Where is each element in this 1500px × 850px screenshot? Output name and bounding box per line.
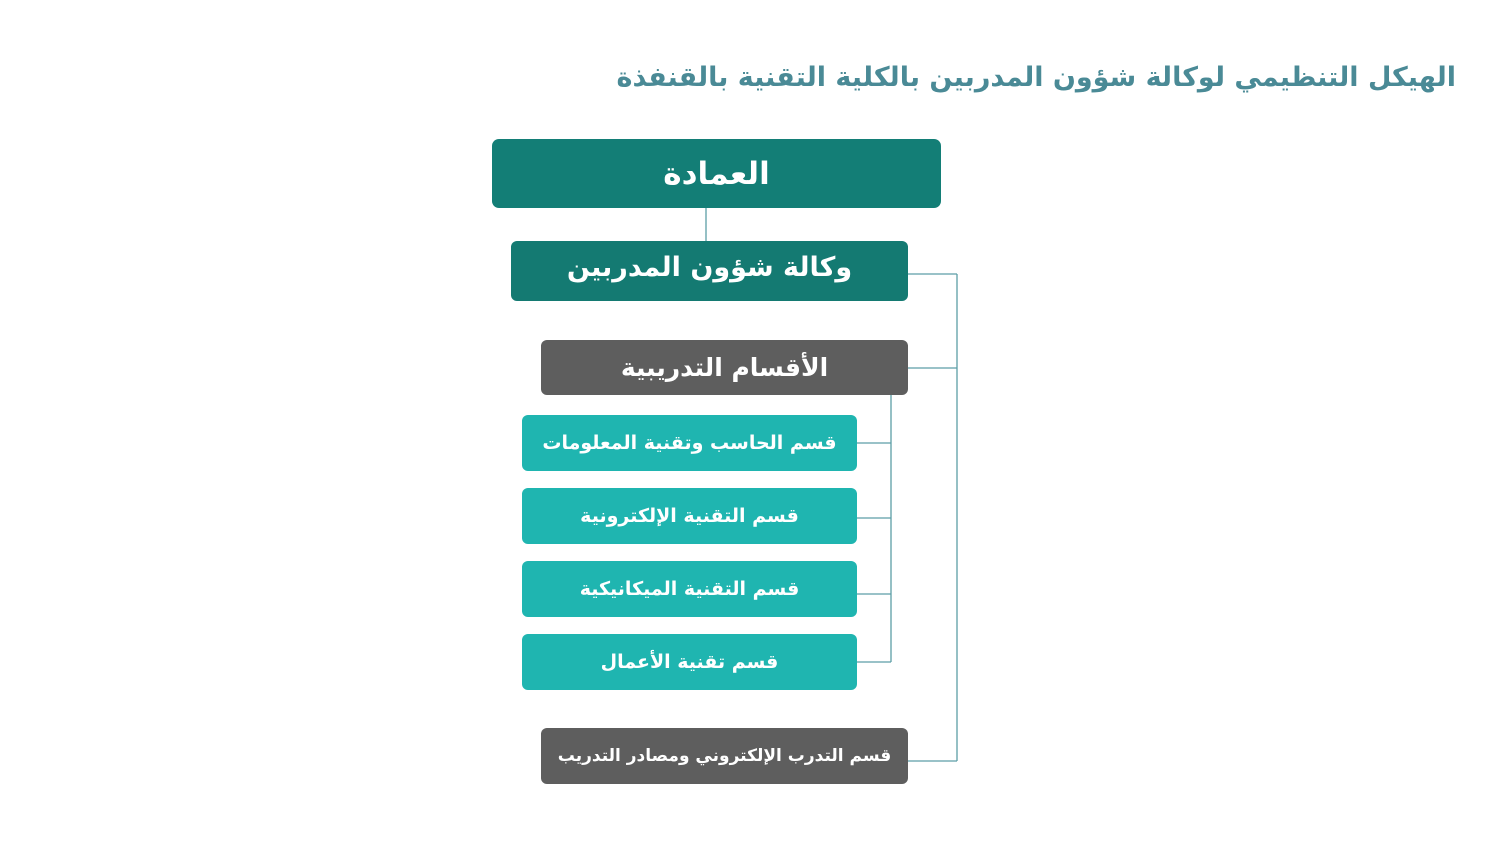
training-departments-box xyxy=(541,340,908,395)
department-label: قسم التقنية الميكانيكية xyxy=(579,578,800,600)
deanship-label: العمادة xyxy=(663,155,770,192)
department-box-mechanical xyxy=(522,561,857,617)
department-box-business xyxy=(522,634,857,690)
department-box-computer xyxy=(522,415,857,471)
department-label: قسم التقنية الإلكترونية xyxy=(580,505,799,527)
e-training-box xyxy=(541,728,908,784)
e-training-label: قسم التدرب الإلكتروني ومصادر التدريب xyxy=(557,746,892,766)
page-title: الهيكل التنظيمي لوكالة شؤون المدربين بالكلية التقنية بالقنفذة xyxy=(616,62,1456,93)
department-label: قسم تقنية الأعمال xyxy=(600,651,779,673)
training-departments-label: الأقسام التدريبية xyxy=(620,353,829,382)
department-label: قسم الحاسب وتقنية المعلومات xyxy=(542,432,837,454)
department-box-electronics xyxy=(522,488,857,544)
trainer-affairs-label: وكالة شؤون المدربين xyxy=(566,251,853,283)
trainer-affairs-box xyxy=(511,241,908,301)
deanship-box xyxy=(492,139,941,208)
